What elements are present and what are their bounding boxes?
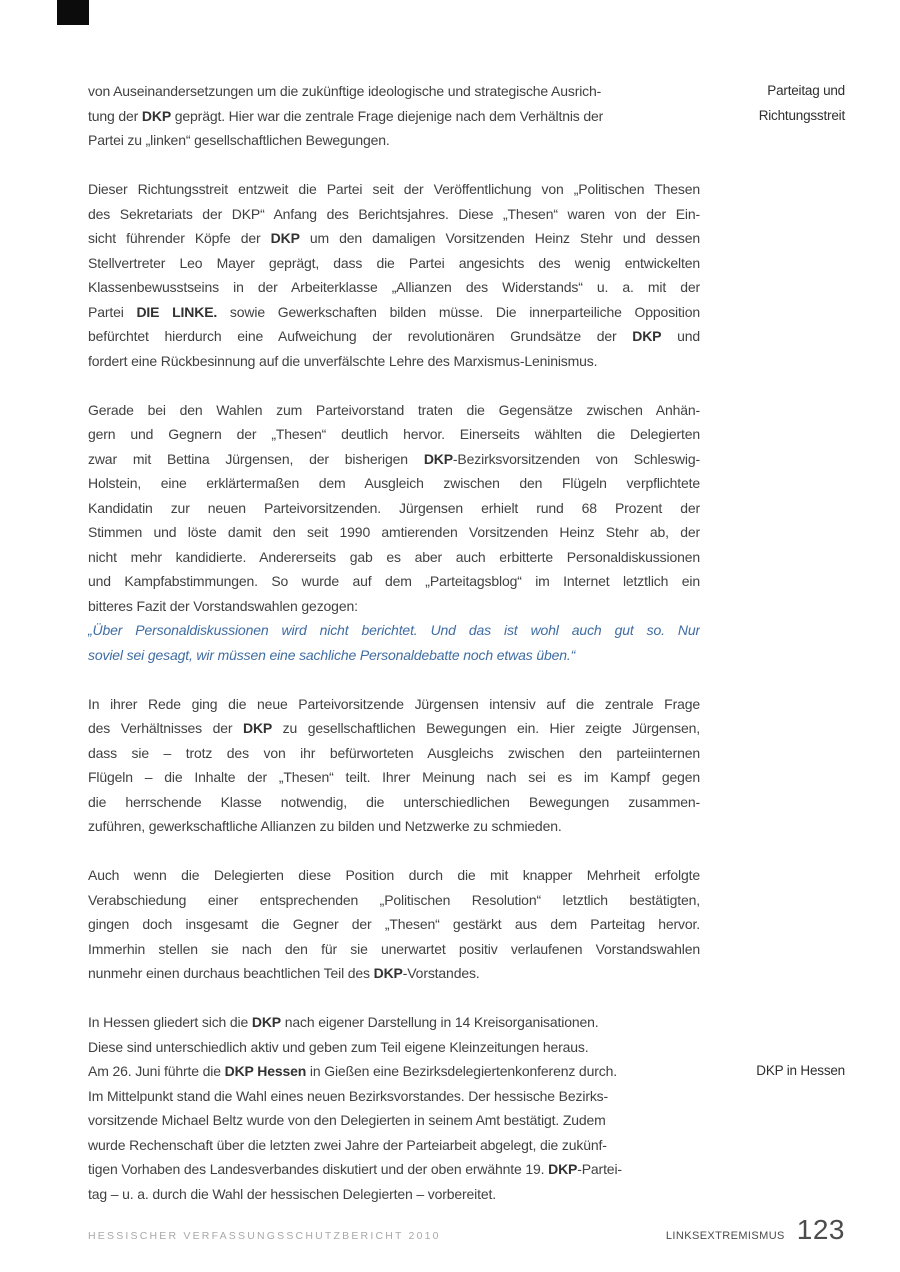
text-line: In ihrer Rede ging die neue Parteivorsitzende Jürgensen intensiv auf die zentrale Frage bbox=[88, 695, 700, 712]
footer-report-title: HESSISCHER VERFASSUNGSSCHUTZBERICHT 2010 bbox=[88, 1230, 441, 1242]
text-line: zwar mit Bettina Jürgensen, der bisherigen DKP-Bezirksvorsitzenden von Schleswig- bbox=[88, 450, 700, 467]
margin-note-parteitag-richtungsstreit bbox=[565, 79, 845, 128]
text-line: „Über Personaldiskussionen wird nicht berichtet. Und das ist wohl auch gut so. Nur bbox=[88, 622, 700, 638]
text-line: Kandidatin zur neuen Parteivorsitzenden. Jürgensen erhielt rund 68 Prozent der bbox=[88, 499, 700, 516]
text-line: fordert eine Rückbesinnung auf die unverfälschte Lehre des Marxismus-Leninismus. bbox=[88, 352, 598, 369]
body-paragraph bbox=[88, 1010, 700, 1206]
text-line: Auch wenn die Delegierten diese Position durch die mit knapper Mehrheit erfolgte bbox=[88, 867, 700, 883]
text-line: Im Mittelpunkt stand die Wahl eines neuen Bezirksvorstandes. Der hessische Bezirks- bbox=[88, 1087, 609, 1104]
text-line: Partei zu „linken“ gesellschaftlichen Bewegungen. bbox=[88, 132, 390, 148]
text-line: gern und Gegnern der „Thesen“ deutlich hervor. Einerseits wählten die Delegierten bbox=[88, 426, 700, 442]
text-line: Klassenbewusstseins in der Arbeiterklasse „Allianzen des Widerstands“ u. a. mit der bbox=[88, 279, 700, 295]
text-line: die herrschende Klasse notwendig, die unterschiedlichen Bewegungen zusammen- bbox=[88, 793, 700, 810]
text-line: zuführen, gewerkschaftliche Allianzen zu bilden und Netzwerke zu schmieden. bbox=[88, 818, 562, 834]
text-line: Stimmen und löste damit den seit 1990 amtierenden Vorsitzenden Heinz Stehr ab, der bbox=[88, 524, 700, 540]
text-line: Verabschiedung einer entsprechenden „Politischen Resolution“ letztlich bestätigten, bbox=[88, 891, 700, 908]
text-line: tigen Vorhaben des Landesverbandes diskutiert und der oben erwähnte 19. DKP-Partei- bbox=[88, 1161, 622, 1177]
text-line: des Verhältnisses der DKP zu gesellschaftlichen Bewegungen ein. Hier zeigte Jürgensen, bbox=[88, 720, 700, 736]
text-line: nicht mehr kandidierte. Andererseits gab es aber auch erbitterte Personaldiskussionen bbox=[88, 548, 700, 565]
text-line: Flügeln – die Inhalte der „Thesen“ teilt. Ihrer Meinung nach sei es im Kampf gegen bbox=[88, 769, 700, 785]
text-line: tag – u. a. durch die Wahl der hessischen Delegierten – vorbereitet. bbox=[88, 1185, 496, 1202]
margin-note-line: Parteitag und bbox=[767, 83, 845, 98]
margin-note-line: Richtungsstreit bbox=[758, 107, 845, 123]
body-paragraph bbox=[88, 398, 700, 619]
quote-paragraph bbox=[88, 618, 700, 667]
text-line: und Kampfabstimmungen. So wurde auf dem „Parteitagsblog“ im Internet letztlich ein bbox=[88, 573, 700, 589]
text-line: Immerhin stellen sie nach den für sie unerwartet positiv verlaufenen Vorstandswahlen bbox=[88, 940, 700, 957]
body-paragraph bbox=[88, 692, 700, 839]
text-line: Am 26. Juni führte die DKP Hessen in Gießen eine Bezirksdelegiertenkonferenz durch. bbox=[88, 1063, 617, 1079]
text-line: Diese sind unterschiedlich aktiv und geben zum Teil eigene Kleinzeitungen heraus. bbox=[88, 1038, 589, 1055]
text-line: befürchtet hierdurch eine Aufweichung der revolutionären Grundsätze der DKP und bbox=[88, 328, 700, 344]
text-line: Gerade bei den Wahlen zum Parteivorstand traten die Gegensätze zwischen Anhän- bbox=[88, 401, 700, 418]
footer-right bbox=[666, 1214, 845, 1246]
text-line: In Hessen gliedert sich die DKP nach eigener Darstellung in 14 Kreisorganisationen. bbox=[88, 1014, 599, 1030]
body-paragraph bbox=[88, 863, 700, 986]
text-line: sicht führender Köpfe der DKP um den damaligen Vorsitzenden Heinz Stehr und dessen bbox=[88, 230, 700, 246]
text-line: nunmehr einen durchaus beachtlichen Teil des DKP-Vorstandes. bbox=[88, 965, 480, 981]
text-line: tung der DKP geprägt. Hier war die zentrale Frage diejenige nach dem Verhältnis der bbox=[88, 107, 604, 124]
text-line: von Auseinandersetzungen um die zukünftige ideologische und strategische Ausrich- bbox=[88, 83, 602, 99]
body-paragraph bbox=[88, 177, 700, 373]
text-line: bitteres Fazit der Vorstandswahlen gezogen: bbox=[88, 597, 358, 614]
page-edge-mark bbox=[57, 0, 89, 25]
margin-note-dkp-in-hessen: DKP in Hessen bbox=[756, 1063, 845, 1078]
footer-section-label: LINKSEXTREMISMUS bbox=[665, 1230, 785, 1242]
text-line: Stellvertreter Leo Mayer geprägt, dass die Partei angesichts des wenig entwickelten bbox=[88, 254, 700, 271]
text-line: soviel sei gesagt, wir müssen eine sachliche Personaldebatte noch etwas üben.“ bbox=[88, 646, 576, 663]
text-line: Holstein, eine erklärtermaßen dem Ausgleich zwischen den Flügeln verpflichtete bbox=[88, 475, 700, 491]
text-line: Partei DIE LINKE. sowie Gewerkschaften bilden müsse. Die innerparteiliche Opposition bbox=[88, 303, 700, 320]
text-line: dass sie – trotz des von ihr befürworteten Ausgleichs zwischen den parteiinternen bbox=[88, 744, 700, 761]
text-line: vorsitzende Michael Beltz wurde von den Delegierten in seinem Amt bestätigt. Zudem bbox=[88, 1112, 606, 1128]
page-number: 123 bbox=[796, 1214, 845, 1245]
text-column bbox=[88, 79, 700, 1206]
text-line: gingen doch insgesamt die Gegner der „Thesen“ gestärkt aus dem Parteitag hervor. bbox=[88, 916, 700, 932]
text-line: Dieser Richtungsstreit entzweit die Partei seit der Veröffentlichung von „Politischen Thesen bbox=[88, 181, 700, 197]
text-line: des Sekretariats der DKP“ Anfang des Berichtsjahres. Diese „Thesen“ waren von der Ein- bbox=[88, 205, 700, 222]
text-line: wurde Rechenschaft über die letzten zwei Jahre der Parteiarbeit abgelegt, die zukünf- bbox=[88, 1136, 607, 1153]
